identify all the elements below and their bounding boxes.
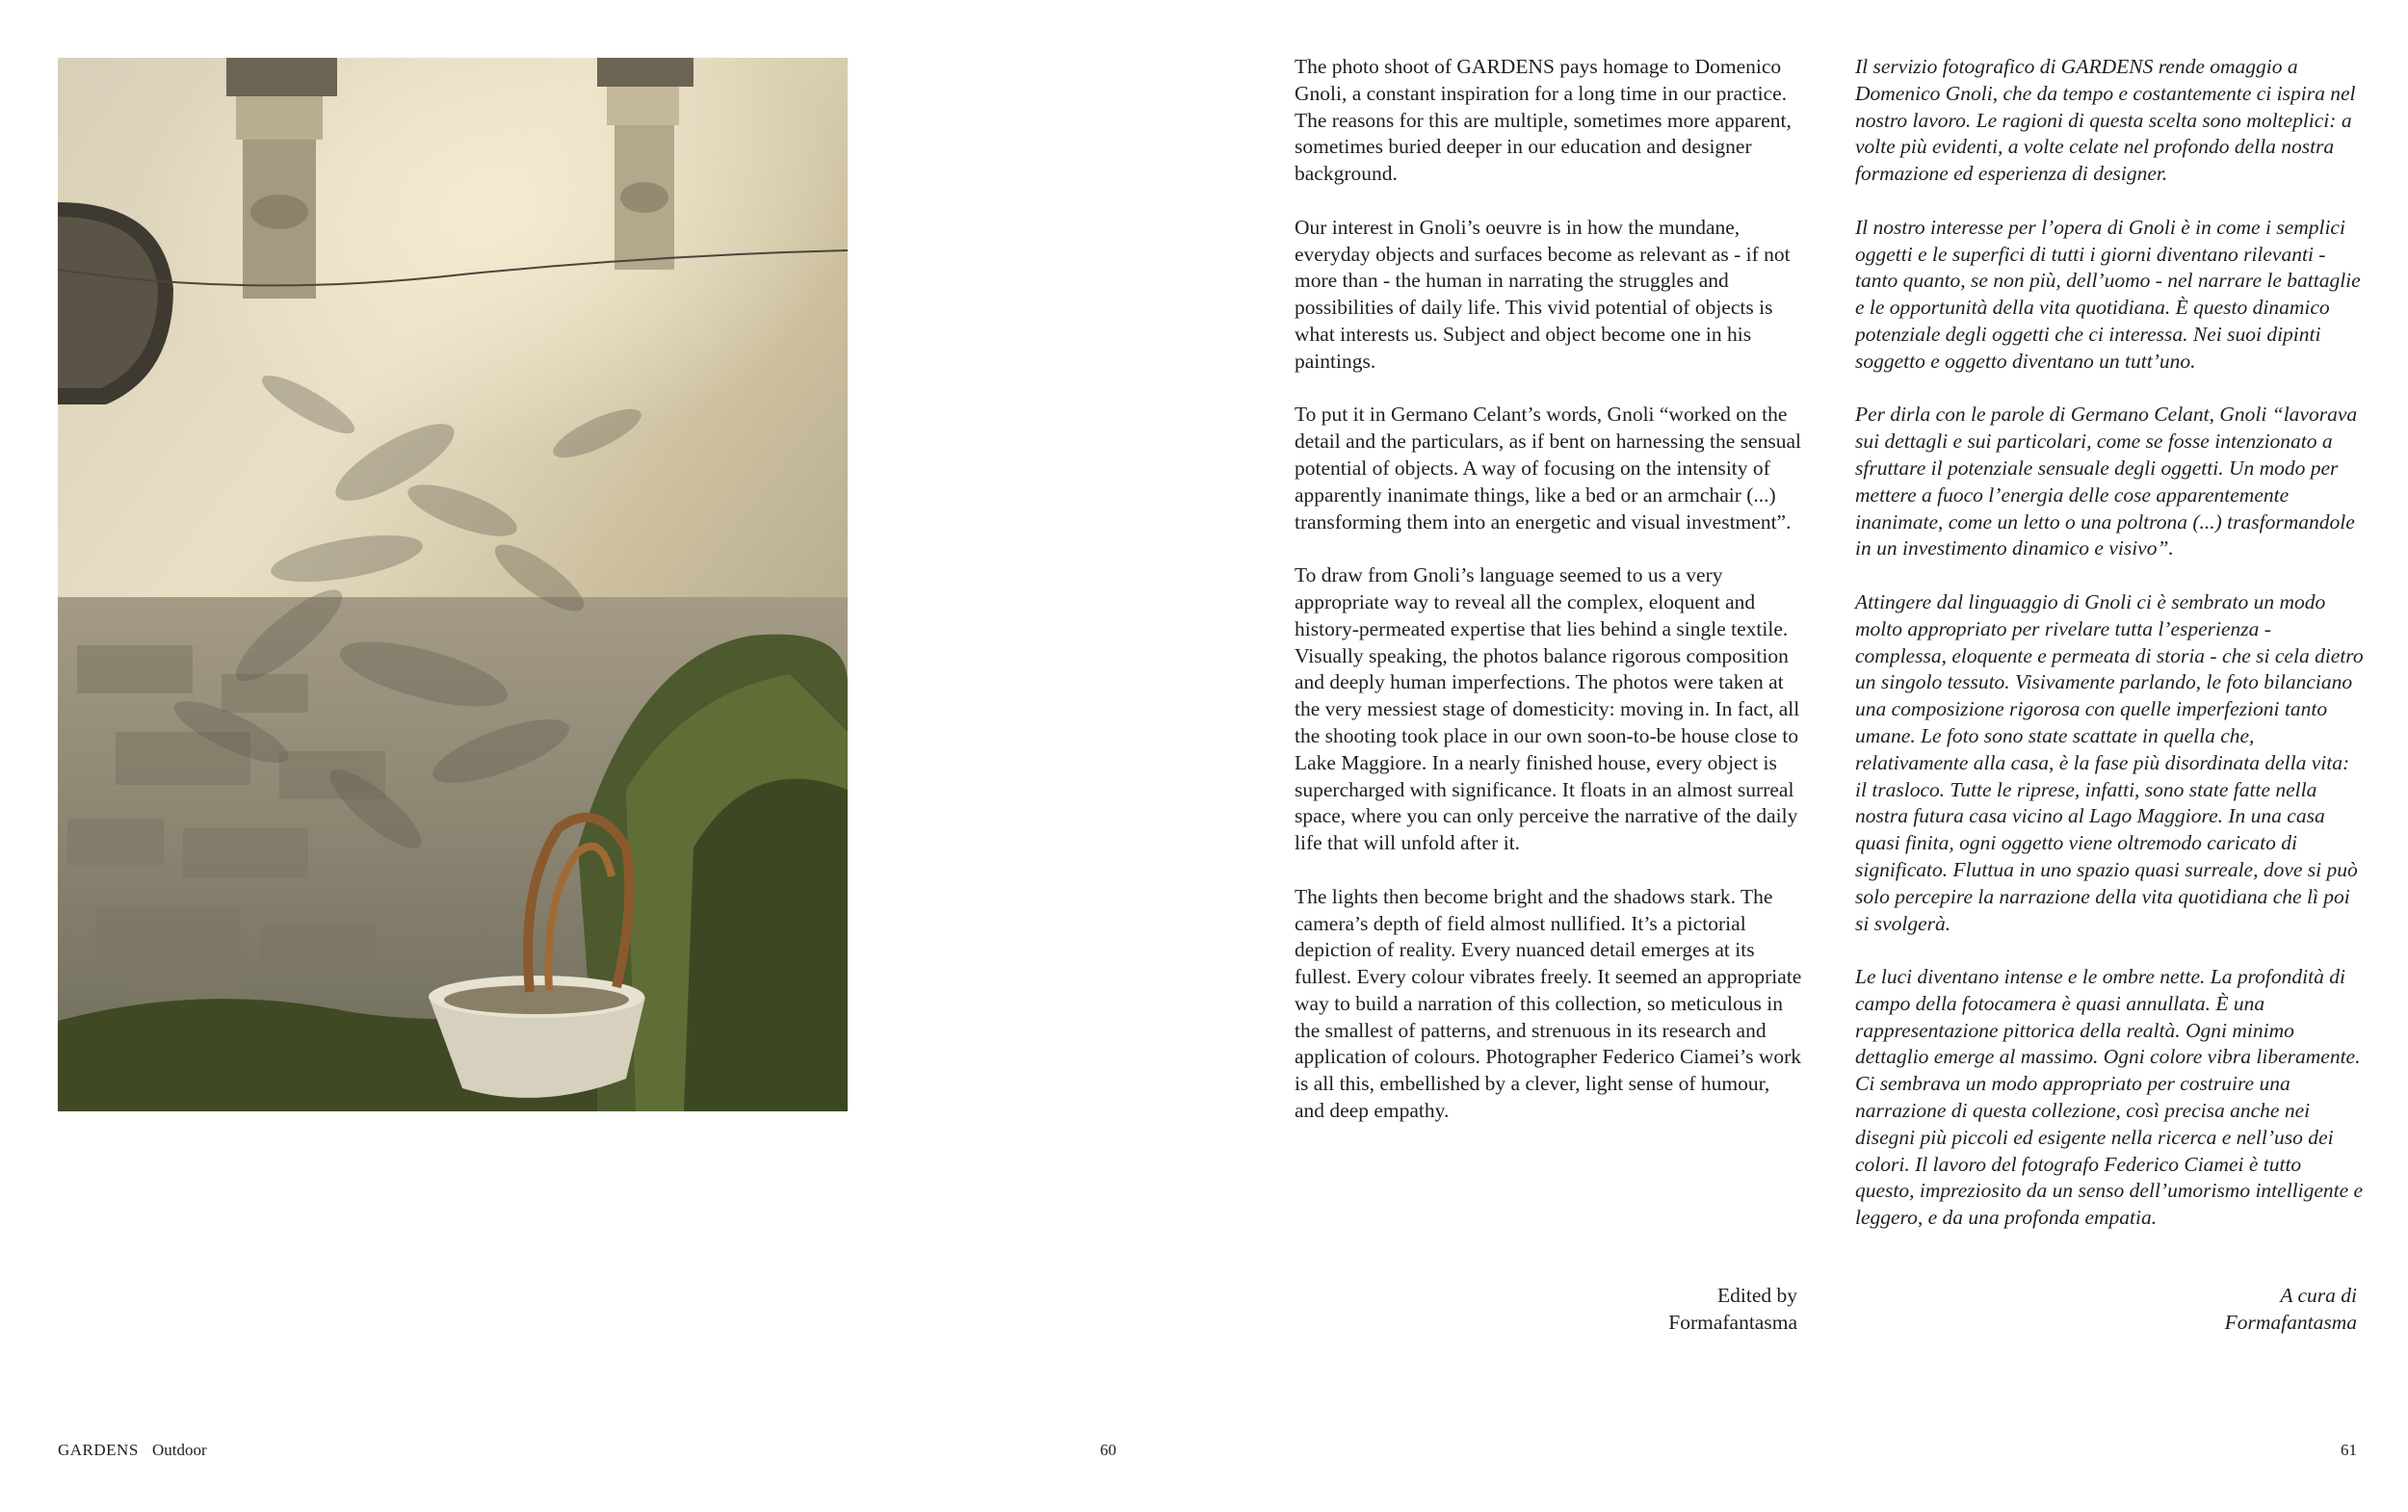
wall-photo: [58, 58, 848, 1111]
english-paragraph: To draw from Gnoli’s language seemed to us a very appropriate way to reveal all the complex, eloquent and history-permeated expertise that lies behind a single textile. Visually speaking, the photos balance rigorous composition and deeply human imperfections. The photos were taken at the very messiest stage of domesticity: moving in. In fact, all the shooting took place in our own soon-to-be house close to Lake Maggiore. In a nearly finished house, every object is supercharged with significance. It floats in an almost surreal space, where you can only perceive the narrative of the daily life that will unfold after it.: [1295, 563, 1800, 855]
english-paragraph: To put it in Germano Celant’s words, Gnoli “worked on the detail and the particulars, as if bent on harnessing the sensual potential of objects. A way of focusing on the intensity of apparently inanimate things, like a bed or an armchair (...) transforming them into an energetic and visual investment”.: [1295, 403, 1801, 534]
english-paragraph: Our interest in Gnoli’s oeuvre is in how the mundane, everyday objects and surfaces become as relevant as - if not more than - the human in narrating the struggles and possibilities of daily life. This vivid potential of objects is what interests us. Subject and object become one in his paintings.: [1295, 215, 1791, 373]
footer-magazine-name: GARDENS: [58, 1441, 139, 1459]
italian-text-column: [1855, 54, 2364, 1259]
page-number-right: 61: [2341, 1441, 2357, 1459]
english-credit-line: Edited by: [1717, 1284, 1797, 1307]
italian-credit-name: Formafantasma: [2224, 1310, 2357, 1334]
italian-credit: [1848, 1283, 2357, 1337]
italian-paragraph: Il nostro interesse per l’opera di Gnoli è in come i semplici oggetti e le superfici di tutti i giorni diventano rilevanti - tanto quanto, se non più, dell’uomo - nel narrare le battaglie e le opportunità della vita quotidiana. È questo dinamico potenziale degli oggetti che ci interessa. Nei suoi dipinti soggetto e oggetto diventano un tutt’uno.: [1855, 215, 2361, 373]
english-credit-name: Formafantasma: [1668, 1310, 1797, 1334]
footer-section-name: Outdoor: [152, 1441, 207, 1459]
italian-paragraph: Attingere dal linguaggio di Gnoli ci è sembrato un modo molto appropriato per rivelare tutta l’esperienza - complessa, eloquente e permeata di storia - che si cela dietro un singolo tessuto. Visivamente parlando, le foto bilanciano una composizione rigorosa con quelle imperfezioni tanto umane. Le foto sono state scattate in quella che, relativamente alla casa, è la fase più disordinata della vita: il trasloco. Tutte le riprese, infatti, sono state fatte nella nostra futura casa vicino al Lago Maggiore. In una casa quasi finita, ogni oggetto viene oltremodo caricato di significato. Fluttua in uno spazio quasi surreale, dove si può solo percepire la narrazione della vita quotidiana che lì poi si svolgerà.: [1855, 589, 2364, 935]
italian-paragraph: Le luci diventano intense e le ombre nette. La profondità di campo della fotocamera è quasi annullata. È una rappresentazione pittorica della realtà. Ogni minimo dettaglio emerge al massimo. Ogni colore vibra liberamente. Ci sembrava un modo appropriato per costruire una narrazione di questa collezione, così precisa anche nei disegni più piccoli ed esigente nella ricerca e nell’uso dei colori. Il lavoro del fotografo Federico Ciamei è tutto questo, impreziosito da un senso dell’umorismo intelligente e leggero, e da una profonda empatia.: [1855, 965, 2364, 1230]
english-text-column: [1295, 54, 1803, 1152]
english-paragraph: The lights then become bright and the shadows stark. The camera’s depth of field almost nullified. It’s a pictorial depiction of reality. Every nuanced detail emerges at its fullest. Every colour vibrates freely. It seemed an appropriate way to build a narration of this collection, so meticulous in the smallest of patterns, and strenuous in its research and application of colours. Photographer Federico Ciamei’s work is all this, embellished by a clever, light sense of humour, and deep empathy.: [1295, 884, 1802, 1123]
english-paragraph: The photo shoot of GARDENS pays homage to Domenico Gnoli, a constant inspiration for a long time in our practice. The reasons for this are multiple, sometimes more apparent, sometimes buried deeper in our education and designer background.: [1295, 55, 1792, 186]
italian-credit-line: A cura di: [2280, 1284, 2357, 1307]
italian-paragraph: Per dirla con le parole di Germano Celant, Gnoli “lavorava sui dettagli e sui particolari, come se fosse intenzionato a sfruttare il potenziale sensuale degli oggetti. Un modo per mettere a fuoco l’energia delle cose apparentemente inanimate, come un letto o una poltrona (...) trasformandole in un investimento dinamico e visivo”.: [1855, 403, 2358, 560]
photo-illustration: [58, 58, 848, 1111]
english-credit: [1289, 1283, 1797, 1337]
italian-paragraph: Il servizio fotografico di GARDENS rende omaggio a Domenico Gnoli, che da tempo e costantemente ci ispira nel nostro lavoro. Le ragioni di questa scelta sono molteplici: a volte più evidenti, a volte celate nel profondo della nostra formazione ed esperienza di designer.: [1855, 55, 2356, 186]
page-number-left: 60: [1100, 1441, 1116, 1459]
